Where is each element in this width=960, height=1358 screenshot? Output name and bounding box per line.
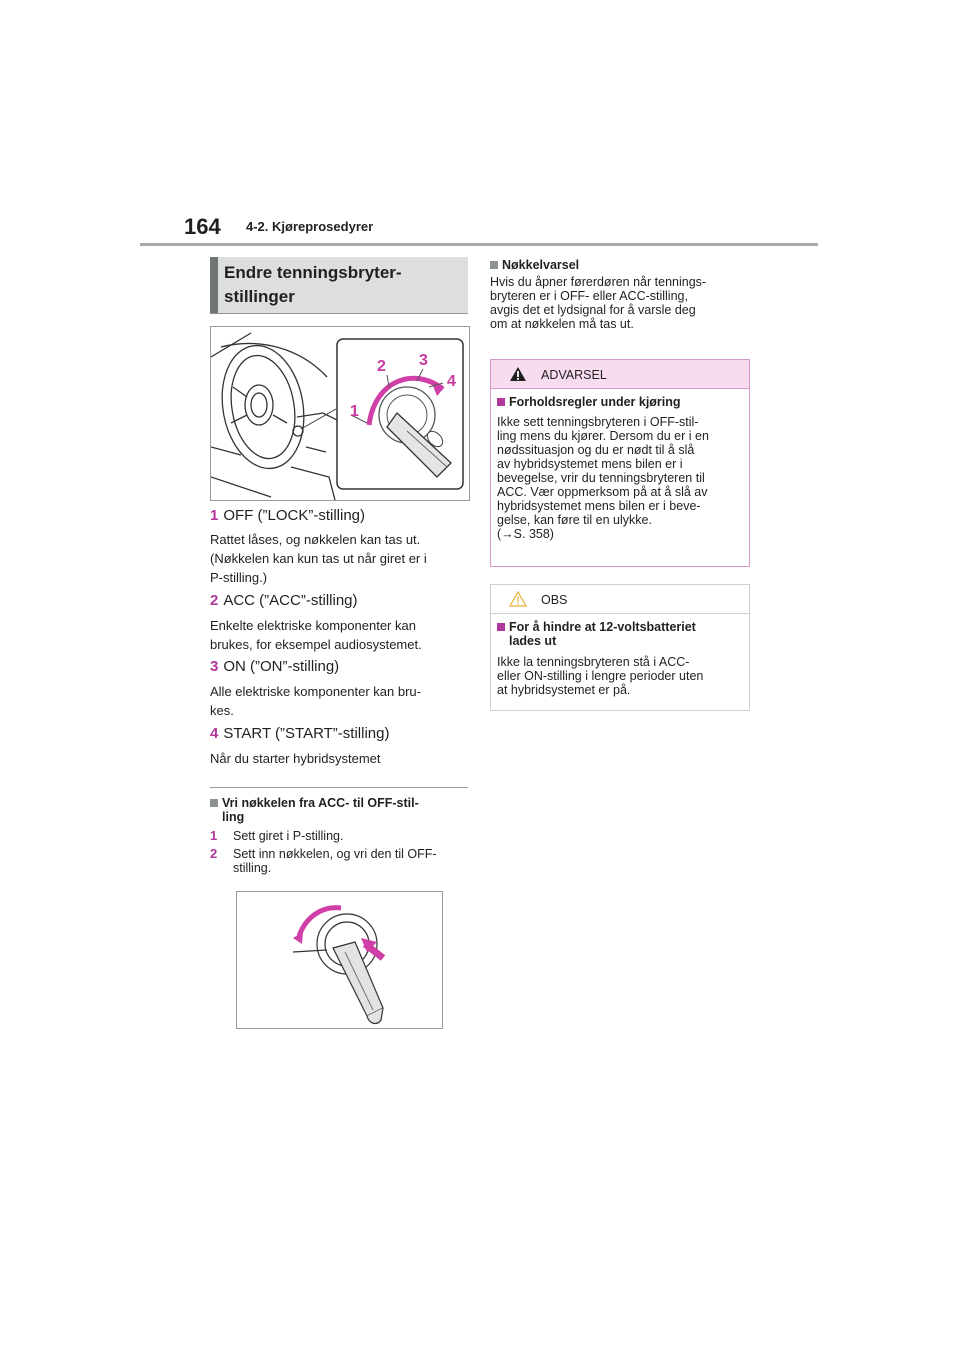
turn-key-steps [210,829,470,875]
figure-label-3: 3 [419,352,428,369]
figure-label-4: 4 [447,373,456,390]
turn-key-heading: Vri nøkkelen fra ACC- til OFF-stil- ling [210,796,419,824]
position-number-2: 2 [210,592,219,609]
key-turn-figure [236,891,443,1029]
position-description-1: Rattet låses, og nøkkelen kan tas ut. (Nøkkelen kan kun tas ut når giret er i P-stilling.) [210,532,427,585]
warning-triangle-icon [509,366,527,382]
section-title-line2: stillinger [224,287,295,306]
steering-wheel-illustration [211,327,469,500]
turn-key-step-2: 2 Sett inn nøkkelen, og vri den til OFF- stilling. [210,846,437,875]
position-number-1: 1 [210,507,219,524]
position-description-2: Enkelte elektriske komponenter kan brukes, for eksempel audiosystemet. [210,618,422,652]
notice-header [491,585,749,614]
position-description-3: Alle elektriske komponenter kan bru- kes. [210,684,421,718]
figure-label-1: 1 [350,403,359,420]
warning-text: Ikke sett tenningsbryteren i OFF-stil- ling mens du kjører. Dersom du er i en nødssituasjon og du er nødt til å slå av hybridsystemet mens bilen er i bevegelse, vrir du tenningsbryteren til ACC. Vær oppmerksom på at å slå av hybridsystemet mens bilen er i beve- gelse, kan føre til en ulykke. (→S. 358) [497,415,709,541]
square-bullet-icon [497,623,505,631]
position-heading-3: 3 ON (”ON”-stilling) [210,658,340,675]
key-warning-text: Hvis du åpner førerdøren når tennings- bryteren er i OFF- eller ACC-stilling, avgis det et lydsignal for å varsle deg om at nøkkelen må tas ut. [490,275,707,331]
ignition-figure [210,326,470,501]
square-bullet-icon [490,261,498,269]
warning-title: ADVARSEL [541,368,607,382]
page-number: 164 [184,214,221,239]
turn-key-step-1: 1 Sett giret i P-stilling. [210,828,344,843]
position-number-3: 3 [210,658,219,675]
section-title-bar [210,257,218,313]
header-rule [140,243,818,246]
position-heading-4: 4 START (”START”-stilling) [210,725,390,742]
square-bullet-icon [497,398,505,406]
notice-text: Ikke la tenningsbryteren stå i ACC- eller ON-stilling i lengre perioder uten at hybridsystemet er på. [497,655,704,697]
key-turn-illustration [237,892,442,1028]
position-heading-1: 1 OFF (”LOCK”-stilling) [210,507,366,524]
caution-triangle-icon [509,591,527,607]
notice-heading: For å hindre at 12-voltsbatteriet lades ut [497,620,696,648]
notice-box [490,584,750,711]
section-title [210,257,468,314]
position-heading-2: 2 ACC (”ACC”-stilling) [210,592,358,609]
warning-header [491,360,749,389]
notice-title: OBS [541,593,568,607]
chapter-title: 4-2. Kjøreprosedyrer [246,219,374,234]
section-title-line1: Endre tenningsbryter- [224,263,402,282]
position-description-4: Når du starter hybridsystemet [210,751,381,766]
warning-heading: Forholdsregler under kjøring [497,395,681,409]
position-number-4: 4 [210,725,219,742]
section-separator [210,787,468,788]
warning-box [490,359,750,567]
figure-label-2: 2 [377,358,386,375]
key-warning-heading: Nøkkelvarsel [490,258,579,272]
square-bullet-icon [210,799,218,807]
